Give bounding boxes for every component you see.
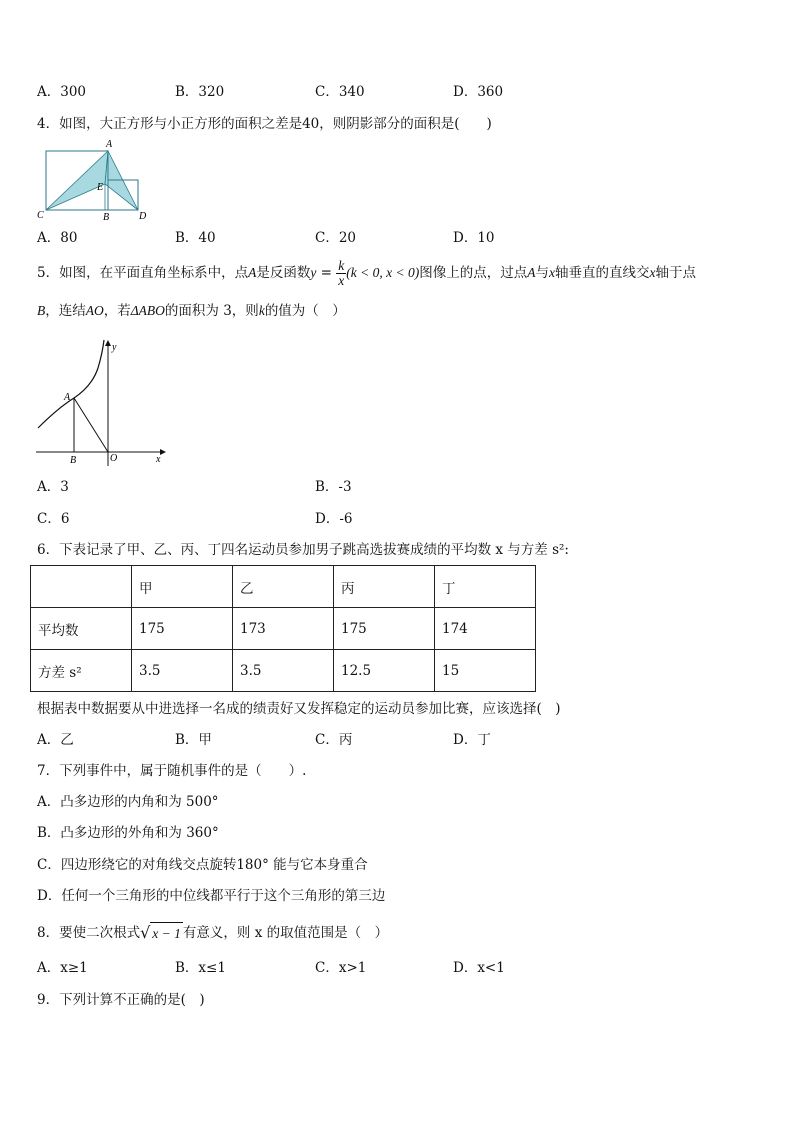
q8-option-d: D．x<1 <box>453 960 505 976</box>
q7-option-a: A．凸多边形的内角和为 500° <box>37 794 219 810</box>
q7-option-d: D．任何一个三角形的中位线都平行于这个三角形的第三边 <box>37 888 386 904</box>
q5-label-y: y <box>112 342 117 353</box>
table-header-cell: 丙 <box>334 566 435 608</box>
q4-question-text: 4．如图，大正方形与小正方形的面积之差是40，则阴影部分的面积是( ) <box>37 116 492 132</box>
table-header-row <box>31 566 536 608</box>
q6-option-a: A．乙 <box>37 732 74 748</box>
q5-option-c: C．6 <box>37 511 70 527</box>
table-cell: 方差 s² <box>31 650 132 692</box>
q8-option-b: B．x≤1 <box>175 960 226 976</box>
table-cell: 173 <box>233 608 334 650</box>
q6-question-text: 6．下表记录了甲、乙、丙、丁四名运动员参加男子跳高选拔赛成绩的平均数 x 与方差 s²: <box>37 542 569 558</box>
q3-option-a: A．300 <box>37 84 87 100</box>
q8-square-root: √ x − 1 <box>140 922 183 945</box>
q6-option-b: B．甲 <box>175 732 212 748</box>
q3-option-c: C．340 <box>315 84 365 100</box>
q5-label-x: x <box>156 454 161 465</box>
q4-label-a: A <box>106 139 113 150</box>
q4-label-c: C <box>37 210 44 221</box>
table-cell: 3.5 <box>233 650 334 692</box>
q5-option-b: B．-3 <box>315 479 352 495</box>
table-cell: 12.5 <box>334 650 435 692</box>
q4-label-e: E <box>97 182 104 193</box>
q7-option-c: C．四边形绕它的对角线交点旋转180° 能与它本身重合 <box>37 857 368 873</box>
table-cell: 175 <box>334 608 435 650</box>
table-header-cell: 乙 <box>233 566 334 608</box>
q6-followup-text: 根据表中数据要从中进选择一名成的绩责好又发挥稳定的运动员参加比赛，应该选择( ) <box>37 701 561 717</box>
q8-option-c: C．x>1 <box>315 960 367 976</box>
q5-label-a: A <box>64 392 71 403</box>
q5-segment-ao <box>74 398 108 452</box>
q4-label-d: D <box>139 211 147 222</box>
q4-shaded-triangle-left <box>46 151 108 210</box>
q4-figure <box>36 138 154 224</box>
q4-option-a: A．80 <box>37 230 78 246</box>
table-header-cell: 甲 <box>132 566 233 608</box>
q3-option-d: D．360 <box>453 84 504 100</box>
table-row <box>31 650 536 692</box>
q5-option-a: A．3 <box>37 479 69 495</box>
q6-score-table <box>30 565 536 692</box>
q8-option-a: A．x≥1 <box>37 960 88 976</box>
q5-label-b: B <box>70 455 77 466</box>
q5-option-d: D．-6 <box>315 511 353 527</box>
q5-fraction: $\frac{k}{x}$ <box>338 258 345 288</box>
q4-label-b: B <box>103 212 110 223</box>
q6-option-d: D．丁 <box>453 732 491 748</box>
q3-option-b: B．320 <box>175 84 225 100</box>
table-row <box>31 608 536 650</box>
table-cell: 174 <box>435 608 536 650</box>
q6-option-c: C．丙 <box>315 732 353 748</box>
q8-question-text: 8．要使二次根式√ x − 1 有意义，则 x 的取值范围是（ ） <box>37 922 388 945</box>
table-cell: 3.5 <box>132 650 233 692</box>
q4-option-d: D．10 <box>453 230 495 246</box>
table-cell: 175 <box>132 608 233 650</box>
q9-question-text: 9．下列计算不正确的是( ) <box>37 992 205 1008</box>
q4-option-b: B．40 <box>175 230 216 246</box>
q5-question-line1: 5．如图，在平面直角坐标系中，点A是反函数y = $\frac{k}{x}$ (k < 0, x < 0)图像上的点，过点A与x轴垂直的直线交x轴于点 <box>37 258 696 288</box>
q4-option-c: C．20 <box>315 230 357 246</box>
table-header-cell: 丁 <box>435 566 536 608</box>
q5-figure <box>36 338 166 466</box>
q7-option-b: B．凸多边形的外角和为 360° <box>37 825 219 841</box>
q5-label-o: O <box>110 453 118 464</box>
table-header-cell <box>31 566 132 608</box>
q5-hyperbola-curve <box>38 340 104 428</box>
q7-question-text: 7．下列事件中，属于随机事件的是（ ）. <box>37 763 307 779</box>
table-cell: 平均数 <box>31 608 132 650</box>
table-cell: 15 <box>435 650 536 692</box>
q5-question-line2: B，连结AO，若ΔABO的面积为 3，则k的值为（ ） <box>37 303 346 319</box>
